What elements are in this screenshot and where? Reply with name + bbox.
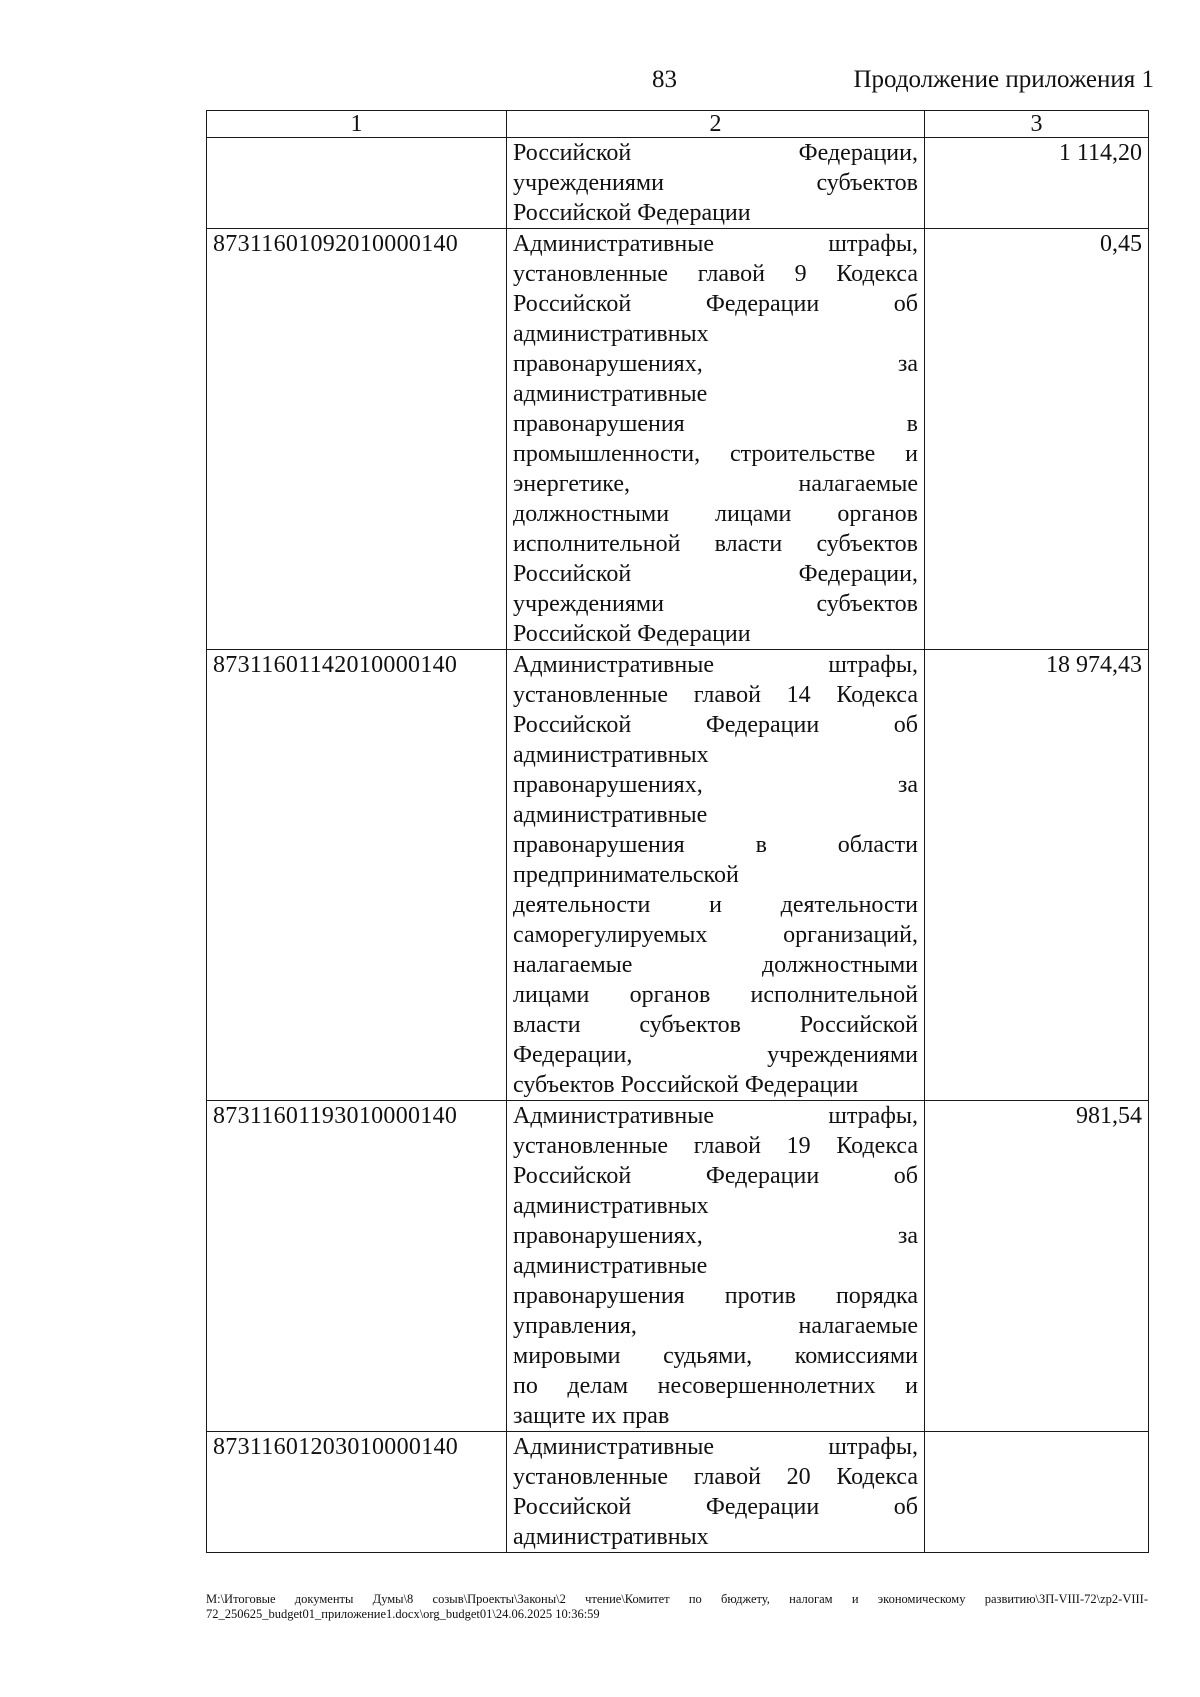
table-row [207, 1432, 1149, 1553]
description-line: установленные главой 19 Кодекса [513, 1133, 918, 1159]
table-row [207, 229, 1149, 650]
description-line: Российской Федерации об [513, 712, 918, 738]
revenue-description [507, 229, 925, 650]
description-line: Российской Федерации [513, 621, 751, 647]
amount-value: 0,45 [925, 229, 1149, 650]
description-line: правонарушения против порядка [513, 1283, 918, 1309]
budget-classification-code [207, 138, 507, 229]
amount-value: 1 114,20 [925, 138, 1149, 229]
description-line: Административные штрафы, [513, 1103, 918, 1129]
description-line: предпринимательской [513, 862, 739, 888]
description-line: налагаемые должностными [513, 952, 918, 978]
description-line: Российской Федерации об [513, 1494, 918, 1520]
revenue-description [507, 1101, 925, 1432]
table-body [207, 138, 1149, 1553]
page-number: 83 [652, 66, 677, 93]
description-line: мировыми судьями, комиссиями [513, 1343, 918, 1369]
column-header-3: 3 [925, 111, 1149, 138]
description-line: Российской Федерации об [513, 291, 918, 317]
description-line: исполнительной власти субъектов [513, 531, 918, 557]
description-line: Федерации, учреждениями [513, 1042, 918, 1068]
description-line: Российской Федерации, [513, 140, 918, 166]
amount-value: 981,54 [925, 1101, 1149, 1432]
description-line: промышленности, строительстве и [513, 441, 918, 467]
appendix-continuation-title: Продолжение приложения 1 [853, 66, 1154, 93]
description-line: административные [513, 1253, 708, 1279]
description-line: правонарушения в области [513, 832, 918, 858]
description-line: административные [513, 381, 708, 407]
description-line: установленные главой 14 Кодекса [513, 682, 918, 708]
description-line: власти субъектов Российской [513, 1012, 918, 1038]
description-line: саморегулируемых организаций, [513, 922, 918, 948]
table-row [207, 1101, 1149, 1432]
table-row [207, 138, 1149, 229]
description-line: лицами органов исполнительной [513, 982, 918, 1008]
description-line: по делам несовершеннолетних и [513, 1373, 918, 1399]
description-line: административных [513, 1524, 709, 1550]
description-line: деятельности и деятельности [513, 892, 918, 918]
description-line: Российской Федерации об [513, 1163, 918, 1189]
amount-value [925, 1432, 1149, 1553]
description-line: правонарушениях, за [513, 772, 918, 798]
budget-classification-code: 87311601193010000140 [207, 1101, 507, 1432]
description-line: энергетике, налагаемые [513, 471, 918, 497]
description-line: установленные главой 20 Кодекса [513, 1464, 918, 1490]
description-line: административных [513, 1193, 709, 1219]
description-line: правонарушениях, за [513, 1223, 918, 1249]
table-header-row [207, 111, 1149, 138]
description-line: управления, налагаемые [513, 1313, 918, 1339]
description-line: учреждениями субъектов [513, 591, 918, 617]
description-line: установленные главой 9 Кодекса [513, 261, 918, 287]
document-file-path: M:\Итоговые документы Думы\8 созыв\Проекты\Законы\2 чтение\Комитет по бюджету, налогам и экономическому развитию\ЗП-VIII-72\zp2-VIII-72_250625_budget01_приложение1.docx\org_budget01\24.06.2025 10:36:59 [206, 1592, 1148, 1621]
description-line: административные [513, 802, 708, 828]
revenue-description [507, 138, 925, 229]
budget-classification-code: 87311601092010000140 [207, 229, 507, 650]
description-line: Административные штрафы, [513, 1434, 918, 1460]
table-row [207, 650, 1149, 1101]
description-line: Административные штрафы, [513, 652, 918, 678]
amount-value: 18 974,43 [925, 650, 1149, 1101]
revenue-description [507, 650, 925, 1101]
description-line: административных [513, 321, 709, 347]
column-header-2: 2 [507, 111, 925, 138]
description-line: административных [513, 742, 709, 768]
budget-classification-code: 87311601203010000140 [207, 1432, 507, 1553]
budget-classification-code: 87311601142010000140 [207, 650, 507, 1101]
description-line: учреждениями субъектов [513, 170, 918, 196]
description-line: правонарушения в [513, 411, 918, 437]
budget-revenue-table [206, 110, 1149, 1553]
description-line: Российской Федерации, [513, 561, 918, 587]
description-line: защите их прав [513, 1403, 670, 1429]
description-line: должностными лицами органов [513, 501, 918, 527]
description-line: Российской Федерации [513, 200, 751, 226]
description-line: правонарушениях, за [513, 351, 918, 377]
column-header-1: 1 [207, 111, 507, 138]
description-line: субъектов Российской Федерации [513, 1072, 859, 1098]
description-line: Административные штрафы, [513, 231, 918, 257]
revenue-description [507, 1432, 925, 1553]
